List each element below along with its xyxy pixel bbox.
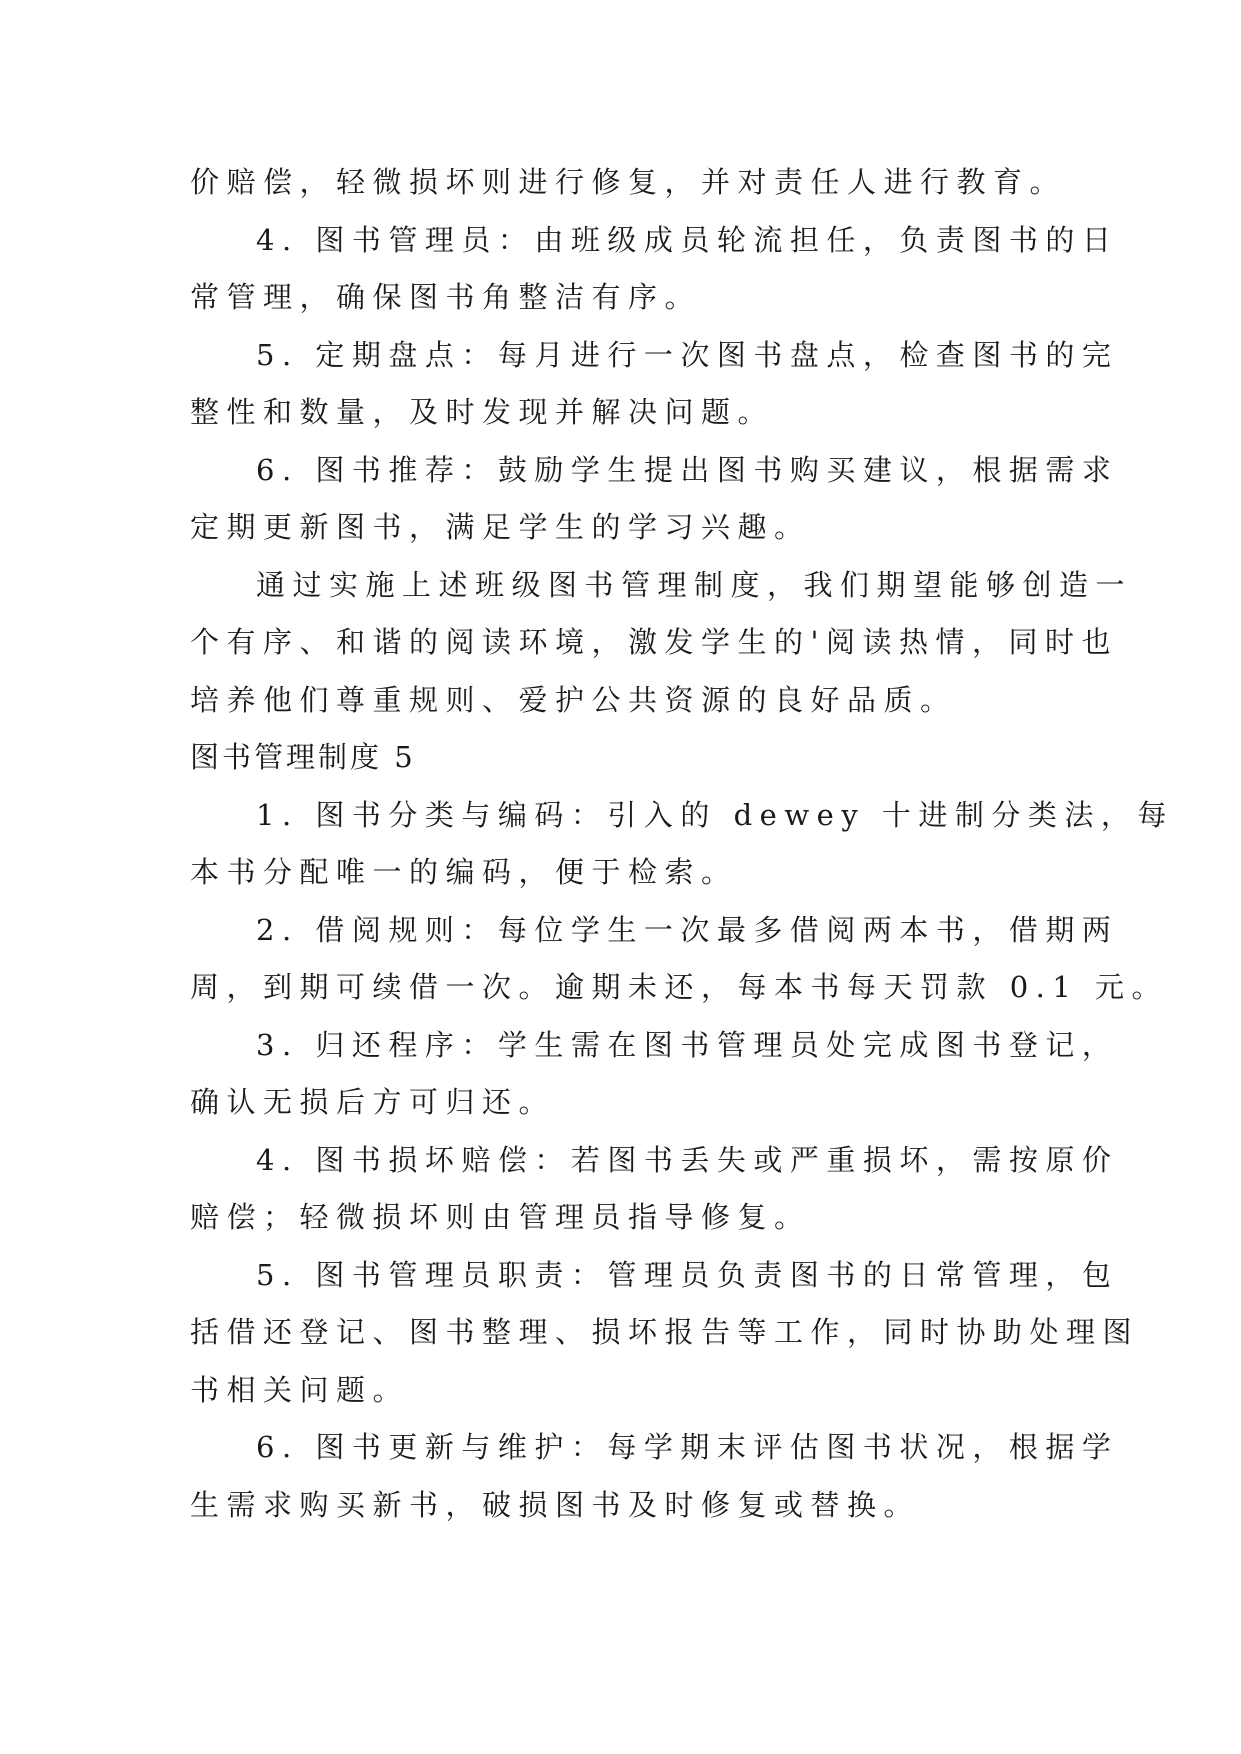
text-line: 价赔偿，轻微损坏则进行修复，并对责任人进行教育。 (190, 165, 1067, 199)
text-line: 书相关问题。 (190, 1372, 410, 1407)
paragraph-line: 通过实施上述班级图书管理制度，我们期望能够创造一 (256, 567, 1133, 602)
text-line: 本书分配唯一的编码，便于检索。 (190, 855, 738, 889)
text-line: 整性和数量，及时发现并解决问题。 (190, 395, 775, 429)
list-item-line: 4. 图书损坏赔偿：若图书丢失或严重损坏，需按原价 (256, 1142, 1119, 1177)
list-item-line: 1. 图书分类与编码：引入的 dewey 十进制分类法，每 (256, 797, 1174, 832)
text-line: 培养他们尊重规则、爱护公共资源的良好品质。 (190, 682, 957, 717)
text-line: 个有序、和谐的阅读环境，激发学生的'阅读热情，同时也 (190, 625, 1118, 659)
text-line: 赔偿；轻微损坏则由管理员指导修复。 (190, 1200, 811, 1234)
list-item-line: 5. 定期盘点：每月进行一次图书盘点，检查图书的完 (256, 337, 1119, 372)
text-line: 常管理，确保图书角整洁有序。 (190, 280, 702, 314)
text-line: 括借还登记、图书整理、损坏报告等工作，同时协助处理图 (190, 1315, 1140, 1349)
list-item-line: 6. 图书更新与维护：每学期末评估图书状况，根据学 (256, 1430, 1119, 1464)
text-line: 生需求购买新书，破损图书及时修复或替换。 (190, 1487, 921, 1522)
text-line: 定期更新图书，满足学生的学习兴趣。 (190, 510, 811, 544)
list-item-line: 3. 归还程序：学生需在图书管理员处完成图书登记， (256, 1027, 1119, 1062)
text-line: 确认无损后方可归还。 (190, 1085, 556, 1119)
text-line: 周，到期可续借一次。逾期未还，每本书每天罚款 0.1 元。 (190, 970, 1169, 1004)
list-item-line: 2. 借阅规则：每位学生一次最多借阅两本书，借期两 (256, 912, 1119, 947)
list-item-line: 4. 图书管理员：由班级成员轮流担任，负责图书的日 (256, 222, 1119, 257)
document-page (190, 154, 1174, 1534)
list-item-line: 5. 图书管理员职责：管理员负责图书的日常管理，包 (256, 1257, 1119, 1292)
list-item-line: 6. 图书推荐：鼓励学生提出图书购买建议，根据需求 (256, 452, 1119, 487)
section-heading: 图书管理制度 5 (190, 740, 416, 774)
